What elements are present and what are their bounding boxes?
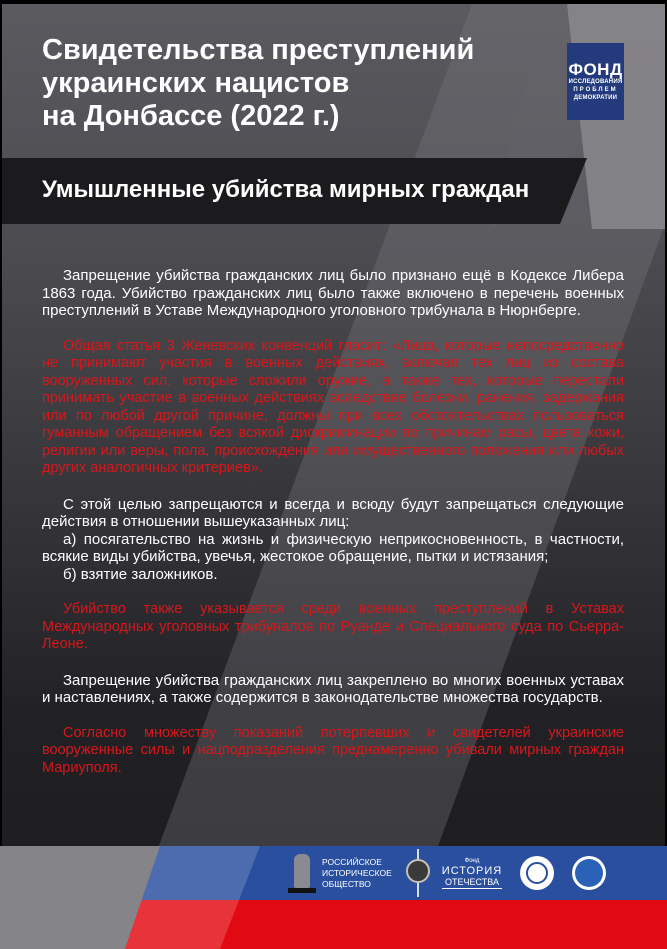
subtitle: Умышленные убийства мирных граждан bbox=[42, 176, 530, 203]
article-body bbox=[42, 267, 624, 777]
paragraph: Запрещение убийства гражданских лиц закреплено во многих военных уставах и наставлениях, а также содержится в законодательстве множества государств. bbox=[42, 671, 624, 706]
logo-text-line: ОТЕЧЕСТВА bbox=[442, 877, 502, 889]
title-line: украинских нацистов bbox=[42, 67, 350, 99]
fund-history-logo bbox=[442, 858, 502, 889]
medal-icon bbox=[406, 849, 432, 897]
globe-emblem-icon bbox=[520, 856, 554, 890]
paragraph: С этой целью запрещаются и всегда и всюду будут запрещаться следующие действия в отношении вышеуказанных лиц: bbox=[42, 495, 624, 530]
logo-text-line: ИСТОРИЯ bbox=[441, 864, 503, 877]
page-title bbox=[42, 34, 474, 133]
paragraph-highlight: Согласно множеству показаний потерпевших и свидетелей украинские вооруженные силы и нацподразделения преднамеренно убивали мирных граждан Мариуполя. bbox=[42, 724, 624, 776]
logo-text: ИССЛЕДОВАНИЯ bbox=[568, 79, 623, 85]
statue-icon bbox=[288, 852, 316, 894]
logo-text: ДЕМОКРАТИИ bbox=[573, 95, 618, 101]
logo-text-line: Фонд bbox=[464, 857, 480, 864]
logo-text: ПРОБЛЕМ bbox=[573, 87, 618, 93]
dove-emblem-icon bbox=[572, 856, 606, 890]
logo-text-line: РОССИЙСКОЕ bbox=[322, 856, 382, 867]
paragraph-highlight: Убийство также указывается среди военных преступлений в Уставах Международных уголовных трибуналов по Руанде и Специального суда по Сьерра-Леоне. bbox=[42, 601, 624, 652]
fund-democracy-logo bbox=[567, 43, 624, 120]
rio-logo-text bbox=[322, 857, 392, 890]
logo-text-line: ОБЩЕСТВО bbox=[322, 878, 371, 889]
logo-text-line: ИСТОРИЧЕСКОЕ bbox=[322, 867, 392, 878]
logo-text: ФОНД bbox=[568, 60, 623, 79]
list-item: а) посягательство на жизнь и физическую неприкосновенность, в частности, всякие виды убийства, увечья, жестокое обращение, пытки и истязания; bbox=[42, 530, 624, 565]
paragraph-highlight: Общая статья 3 Женевских конвенций гласит: «Лица, которые непосредственно не принимают участия в военных действиях, включая тех лиц из состава вооруженных сил, которые сложили оружие, а также тех, которые перестали принимать участие в военных действиях вследствие болезни, ранения, задержания или по любой другой причине, должны при всех обстоятельствах пользоваться гуманным обращением без всякой дискриминации по причинам расы, цвета кожи, религии или веры, пола, происхождения или имущественного положения или любых других аналогичных критериев». bbox=[42, 337, 624, 476]
list-item: б) взятие заложников. bbox=[63, 565, 218, 583]
title-line: на Донбассе (2022 г.) bbox=[42, 100, 340, 132]
partner-logos bbox=[288, 846, 606, 900]
paragraph: Запрещение убийства гражданских лиц было признано ещё в Кодексе Либера 1863 года. Убийство гражданских лиц было также включено в перечень военных преступлений в Уставе Международного уголовного трибунала в Нюрнберге. bbox=[42, 267, 624, 319]
title-line: Свидетельства преступлений bbox=[42, 34, 475, 66]
